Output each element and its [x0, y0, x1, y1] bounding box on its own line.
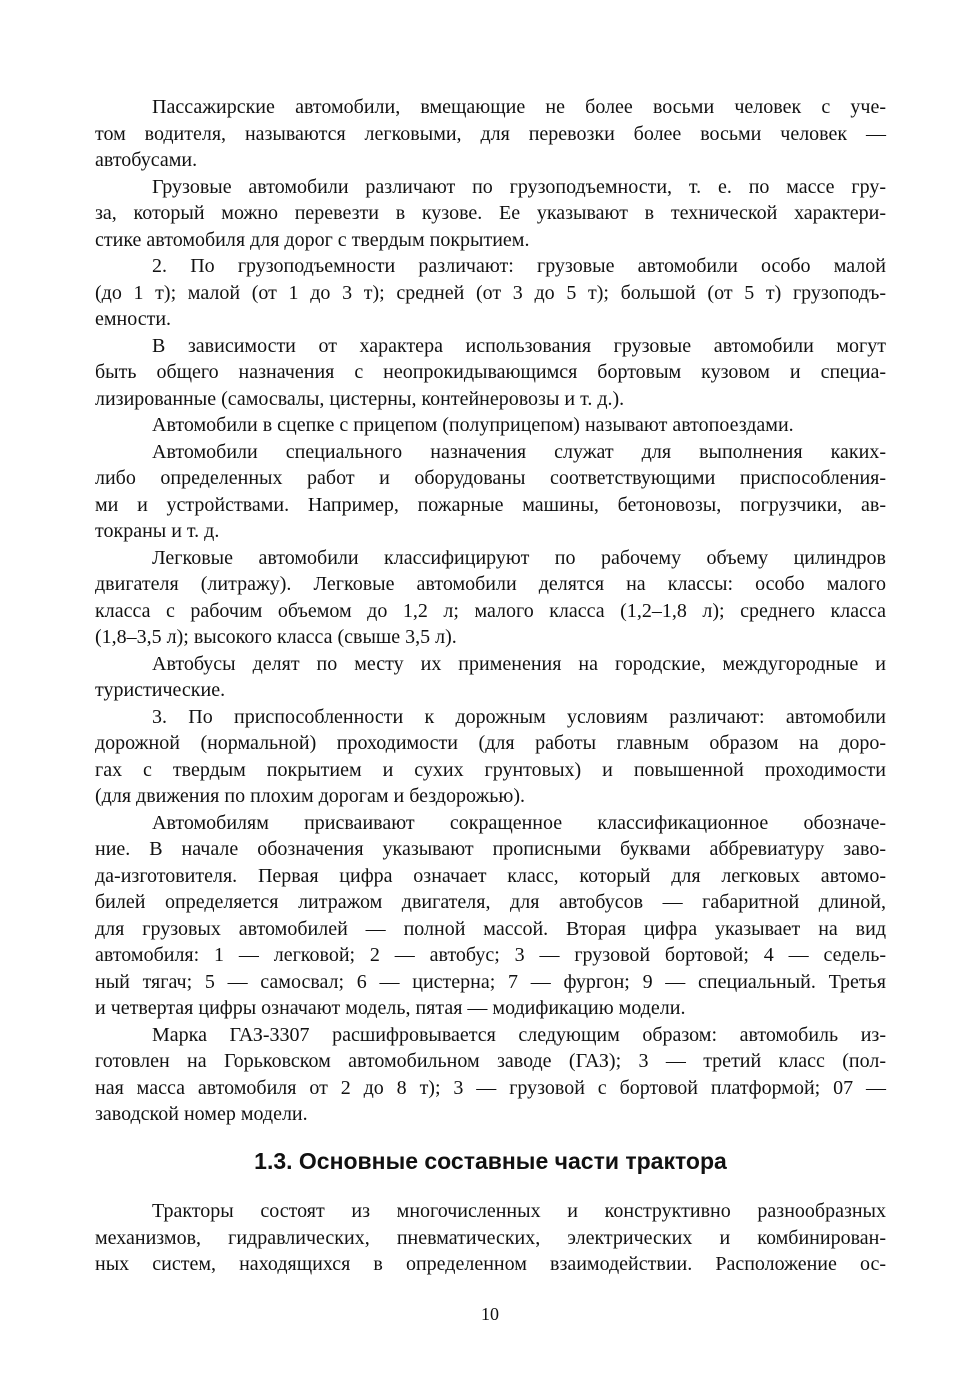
text-line: Грузовые автомобили различают по грузоподъемности, т. е. по массе гру- [152, 175, 886, 198]
text-line: емности. [95, 308, 172, 330]
text-line: и четвертая цифры означают модель, пятая — модификацию модели. [95, 997, 686, 1019]
page-number: 10 [481, 1304, 499, 1324]
paragraph [95, 651, 886, 704]
text-line: туристические. [95, 679, 226, 701]
text-line: ный тягач; 5 — самосвал; 6 — цистерна; 7 — фургон; 9 — специальный. Третья [95, 970, 886, 993]
text-line: Пассажирские автомобили, вмещающие не более восьми человек с уче- [152, 96, 886, 118]
text-line: Марка ГАЗ-3307 расшифровывается следующим образом: автомобиль из- [152, 1023, 886, 1046]
paragraph [95, 545, 886, 651]
text-line: В зависимости от характера использования грузовые автомобили могут [152, 334, 886, 357]
text-line: заводской номер модели. [95, 1103, 308, 1125]
text-line: (до 1 т); малой (от 1 до 3 т); средней (от 3 до 5 т); большой (от 5 т) грузоподъ- [95, 281, 886, 304]
text-line: Автомобили в сцепке с прицепом (полуприцепом) называют автопоездами. [152, 414, 794, 436]
paragraph [95, 333, 886, 413]
text-line: готовлен на Горьковском автомобильном заводе (ГАЗ); 3 — третий класс (пол- [95, 1050, 886, 1072]
paragraph [95, 439, 886, 545]
body-text-continued [95, 1198, 886, 1278]
text-line: токраны и т. д. [95, 520, 220, 542]
text-line: (для движения по плохим дорогам и бездорожью). [95, 785, 526, 807]
paragraph [95, 810, 886, 1022]
text-line: стике автомобиля для дорог с твердым покрытием. [95, 228, 530, 251]
text-line: ние. В начале обозначения указывают прописными буквами аббревиатуру заво- [95, 838, 886, 860]
paragraph [95, 412, 886, 439]
text-line: да-изготовителя. Первая цифра означает класс, который для легковых автомо- [95, 864, 886, 887]
text-line: класса с рабочим объемом до 1,2 л; малого класса (1,2–1,8 л); среднего класса [95, 599, 886, 622]
text-line: билей определяется литражом двигателя, для автобусов — габаритной длиной, [95, 891, 886, 913]
text-line: механизмов, гидравлических, пневматических, электрических и комбинирован- [95, 1226, 886, 1249]
paragraph [95, 253, 886, 333]
text-line: гах с твердым покрытием и сухих грунтовых) и повышенной проходимости [95, 758, 886, 781]
text-line: ми и устройствами. Например, пожарные машины, бетоновозы, погрузчики, ав- [95, 493, 886, 516]
text-line: двигателя (литражу). Легковые автомобили делятся на классы: особо малого [95, 573, 886, 595]
text-line: автобусами. [95, 149, 198, 171]
text-line: для грузовых автомобилей — полной массой. Вторая цифра указывает на вид [95, 917, 886, 940]
text-line: дорожной (нормальной) проходимости (для работы главным образом на доро- [95, 732, 886, 754]
body-text [95, 94, 886, 1128]
text-line: ных систем, находящихся в определенном взаимодействии. Расположение ос- [95, 1253, 886, 1275]
text-line: том водителя, называются легковыми, для перевозки более восьми человек — [95, 122, 886, 145]
text-line: 3. По приспособленности к дорожным условиям различают: автомобили [152, 705, 886, 728]
paragraph [95, 1022, 886, 1128]
paragraph [95, 94, 886, 174]
text-line: ная масса автомобиля от 2 до 8 т); 3 — грузовой с бортовой платформой; 07 — [95, 1076, 886, 1099]
section-heading: 1.3. Основные составные части трактора [254, 1148, 727, 1174]
text-line: Автомобили специального назначения служат для выполнения каких- [152, 440, 886, 463]
text-line: лизированные (самосвалы, цистерны, контейнеровозы и т. д.). [95, 387, 625, 410]
text-line: быть общего назначения с неопрокидывающимся бортовым кузовом и специа- [95, 361, 886, 383]
paragraph [95, 704, 886, 810]
text-line: Легковые автомобили классифицируют по рабочему объему цилиндров [152, 546, 886, 569]
text-line: за, который можно перевезти в кузове. Ее указывают в технической характери- [95, 202, 886, 224]
text-line: Тракторы состоят из многочисленных и конструктивно разнообразных [152, 1200, 886, 1222]
paragraph [95, 1198, 886, 1278]
paragraph [95, 174, 886, 254]
text-line: Автобусы делят по месту их применения на городские, междугородные и [152, 652, 886, 675]
text-line: либо определенных работ и оборудованы соответствующими приспособления- [95, 467, 886, 489]
text-line: (1,8–3,5 л); высокого класса (свыше 3,5 л). [95, 626, 457, 648]
text-line: автомобиля: 1 — легковой; 2 — автобус; 3 — грузовой бортовой; 4 — седель- [95, 944, 886, 966]
text-line: Автомобилям присваивают сокращенное классификационное обозначе- [152, 811, 886, 834]
text-line: 2. По грузоподъемности различают: грузовые автомобили особо малой [152, 255, 886, 277]
